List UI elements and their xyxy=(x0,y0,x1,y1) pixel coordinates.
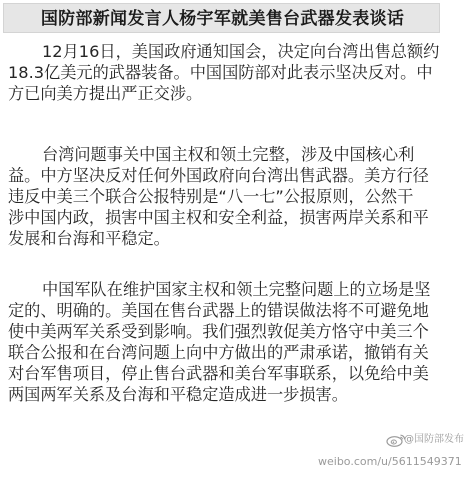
paragraph-line: 发展和台海和平稳定。 xyxy=(8,229,170,248)
weibo-logo-icon xyxy=(386,433,406,447)
paragraph-line: 方已向美方提出严正交涉。 xyxy=(8,84,203,103)
paragraph-line: 两国两军关系及台海和平稳定造成进一步损害。 xyxy=(8,385,348,404)
paragraph-1 xyxy=(0,41,439,104)
paragraph-2 xyxy=(0,144,429,249)
paragraph-line: 对台军售项目，停止售台武器和美台军事联系，以免给中美 xyxy=(8,364,429,383)
paragraph-line: 台湾问题事关中国主权和领土完整，涉及中国核心利 xyxy=(42,145,415,164)
title-bar xyxy=(3,3,440,33)
paragraph-line: 定的、明确的。美国在售台武器上的错误做法将不可避免地 xyxy=(8,301,429,320)
paragraph-line: 18.3亿美元的武器装备。中国国防部对此表示坚决反对。中 xyxy=(8,63,433,82)
paragraph-line: 联合公报和在台湾问题上向中方做出的严肃承诺，撤销有关 xyxy=(8,343,429,362)
paragraph-line: 中国军队在维护国家主权和领土完整问题上的立场是坚 xyxy=(42,280,431,299)
paragraph-line: 涉中国内政，损害中国主权和安全利益，损害两岸关系和平 xyxy=(8,208,429,227)
watermark-handle: @国防部发布 xyxy=(404,434,464,445)
paragraph-line: 使中美两军关系受到影响。我们强烈敦促美方恪守中美三个 xyxy=(8,322,429,341)
paragraph-line: 益。中方坚决反对任何外国政府向台湾出售武器。美方行径 xyxy=(8,166,429,185)
watermark-url: weibo.com/u/5611549371 xyxy=(318,455,462,468)
page-title: 国防部新闻发言人杨宇军就美售台武器发表谈话 xyxy=(40,9,405,29)
paragraph-line: 12月16日，美国政府通知国会，决定向台湾出售总额约 xyxy=(42,42,440,61)
paragraph-3 xyxy=(0,279,431,405)
paragraph-line: 违反中美三个联合公报特别是“八一七”公报原则，公然干 xyxy=(8,187,414,206)
